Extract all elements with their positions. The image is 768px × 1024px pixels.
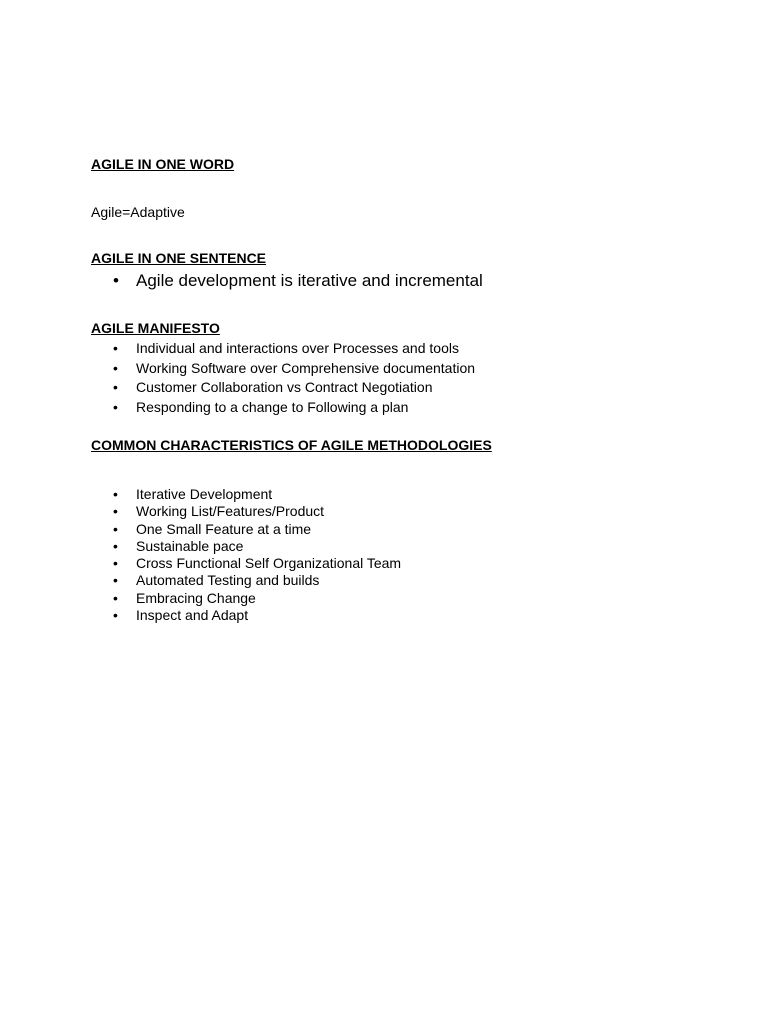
list-item [0, 572, 401, 589]
heading-agile-in-one-word: AGILE IN ONE WORD [91, 156, 235, 172]
list-item-text: Working List/Features/Product [136, 503, 325, 520]
bullet-icon: • [113, 271, 119, 290]
bullet-icon: • [113, 572, 118, 589]
list-item-text: Agile development is iterative and incremental [136, 271, 483, 290]
list-item-text: Cross Functional Self Organizational Team [136, 555, 402, 572]
list-item [0, 590, 401, 607]
list-item [0, 486, 401, 503]
bullet-icon: • [113, 589, 118, 606]
heading-agile-manifesto: AGILE MANIFESTO [91, 320, 220, 336]
bullet-icon: • [113, 520, 118, 537]
characteristics-list [0, 486, 401, 624]
list-item [0, 378, 475, 398]
heading-agile-in-one-sentence: AGILE IN ONE SENTENCE [91, 250, 267, 266]
list-item-text: Individual and interactions over Processes and tools [136, 340, 459, 356]
list-item [0, 270, 483, 291]
heading-common-characteristics: COMMON CHARACTERISTICS OF AGILE METHODOLOGIES [91, 437, 492, 453]
bullet-icon: • [113, 555, 118, 572]
list-item-text: Embracing Change [136, 589, 256, 606]
bullet-icon: • [113, 379, 118, 395]
manifesto-list [0, 339, 475, 417]
list-item-text: One Small Feature at a time [136, 520, 312, 537]
list-item-text: Sustainable pace [136, 537, 244, 554]
list-item-text: Iterative Development [136, 486, 273, 502]
bullet-icon: • [113, 398, 118, 415]
list-item-text: Working Software over Comprehensive documentation [136, 359, 476, 376]
list-item-text: Responding to a change to Following a plan [136, 398, 409, 415]
agile-one-word-text: Agile=Adaptive [91, 204, 185, 220]
bullet-icon: • [113, 503, 118, 520]
one-sentence-list [0, 270, 483, 291]
list-item [0, 398, 475, 418]
list-item [0, 555, 401, 572]
bullet-icon: • [113, 607, 118, 624]
list-item [0, 503, 401, 520]
list-item [0, 521, 401, 538]
list-item [0, 538, 401, 555]
list-item-text: Automated Testing and builds [136, 572, 320, 589]
list-item [0, 359, 475, 379]
list-item-text: Inspect and Adapt [136, 607, 249, 624]
bullet-icon: • [113, 340, 118, 356]
list-item-text: Customer Collaboration vs Contract Negotiation [136, 379, 433, 395]
bullet-icon: • [113, 359, 118, 376]
bullet-icon: • [113, 537, 118, 554]
list-item [0, 339, 475, 359]
list-item [0, 607, 401, 624]
bullet-icon: • [113, 486, 118, 502]
